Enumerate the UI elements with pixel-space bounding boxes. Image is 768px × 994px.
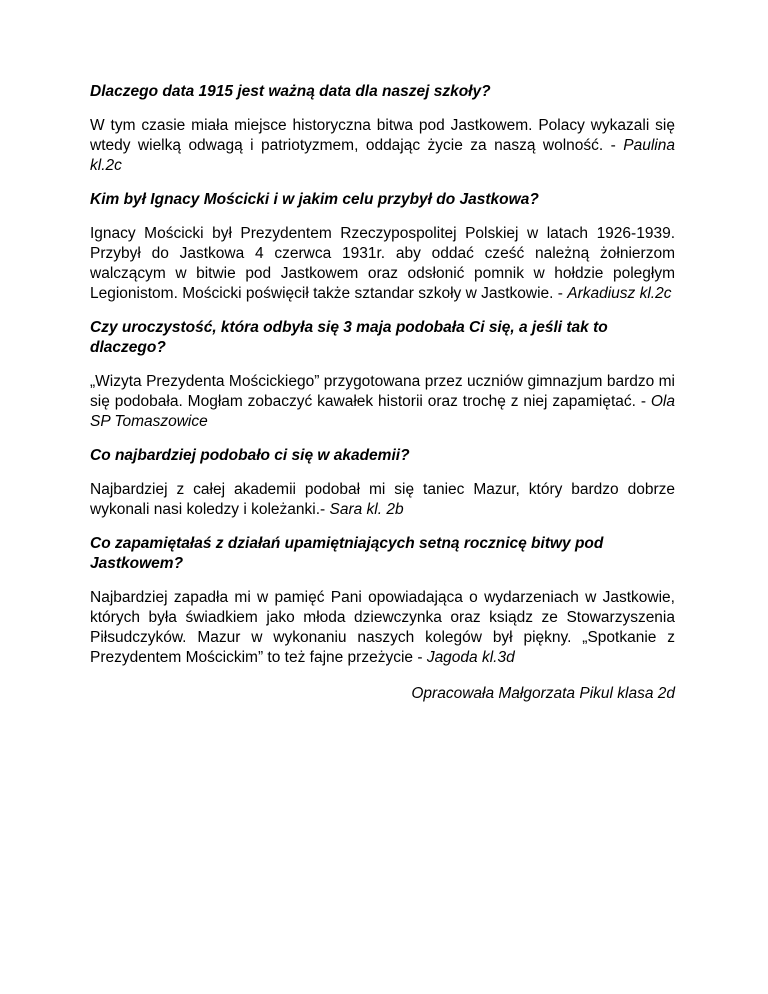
answer-author: Ola SP Tomaszowice [90, 393, 675, 430]
question-heading: Czy uroczystość, która odbyła się 3 maja podobała Ci się, a jeśli tak to dlaczego? [90, 319, 608, 356]
answer-author: Jagoda kl.3d [426, 649, 515, 666]
answer-paragraph [90, 480, 675, 520]
answer-paragraph [90, 588, 675, 668]
answer-text: „Wizyta Prezydenta Mościckiego” przygotowana przez uczniów gimnazjum bardzo mi się podobała. Mogłam zobaczyć kawałek historii oraz trochę z niej zapamiętać. - [90, 373, 675, 410]
answer-paragraph [90, 116, 675, 176]
answer-paragraph [90, 224, 675, 304]
question-heading: Kim był Ignacy Mościcki i w jakim celu przybył do Jastkowa? [90, 191, 539, 208]
document-page [90, 82, 675, 704]
answer-author: Sara kl. 2b [329, 501, 404, 518]
answer-text: W tym czasie miała miejsce historyczna bitwa pod Jastkowem. Polacy wykazali się wtedy wielką odwagą i patriotyzmem, oddając życie za naszą wolność. - [90, 117, 675, 154]
answer-author: Paulina kl.2c [90, 137, 675, 174]
answer-text: Najbardziej z całej akademii podobał mi się taniec Mazur, który bardzo dobrze wykonali nasi koledzy i koleżanki.- [90, 481, 675, 518]
question-heading: Co zapamiętałaś z działań upamiętniających setną rocznicę bitwy pod Jastkowem? [90, 535, 604, 572]
qa-block-3 [90, 318, 675, 432]
answer-text: Ignacy Mościcki był Prezydentem Rzeczypospolitej Polskiej w latach 1926-1939. Przybył do Jastkowa 4 czerwca 1931r. aby oddać cześć należną żołnierzom walczącym w bitwie pod Jastkowem oraz odsłonić pomnik w hołdzie poległym Legionistom. Mościcki poświęcił także sztandar szkoły w Jastkowie. - [90, 225, 675, 302]
signature-line: Opracowała Małgorzata Pikul klasa 2d [411, 685, 675, 702]
question-heading: Dlaczego data 1915 jest ważną data dla naszej szkoły? [90, 83, 491, 100]
qa-block-4 [90, 446, 675, 520]
question-heading: Co najbardziej podobało ci się w akademii? [90, 447, 410, 464]
qa-block-2 [90, 190, 675, 304]
answer-paragraph [90, 372, 675, 432]
qa-block-5 [90, 534, 675, 668]
answer-text: Najbardziej zapadła mi w pamięć Pani opowiadająca o wydarzeniach w Jastkowie, których była świadkiem jako młoda dziewczynka oraz ksiądz ze Stowarzyszenia Piłsudczyków. Mazur w wykonaniu naszych kolegów był piękny. „Spotkanie z Prezydentem Mościckim” to też fajne przeżycie - [90, 589, 675, 666]
qa-block-1 [90, 82, 675, 176]
answer-author: Arkadiusz kl.2c [567, 285, 672, 302]
